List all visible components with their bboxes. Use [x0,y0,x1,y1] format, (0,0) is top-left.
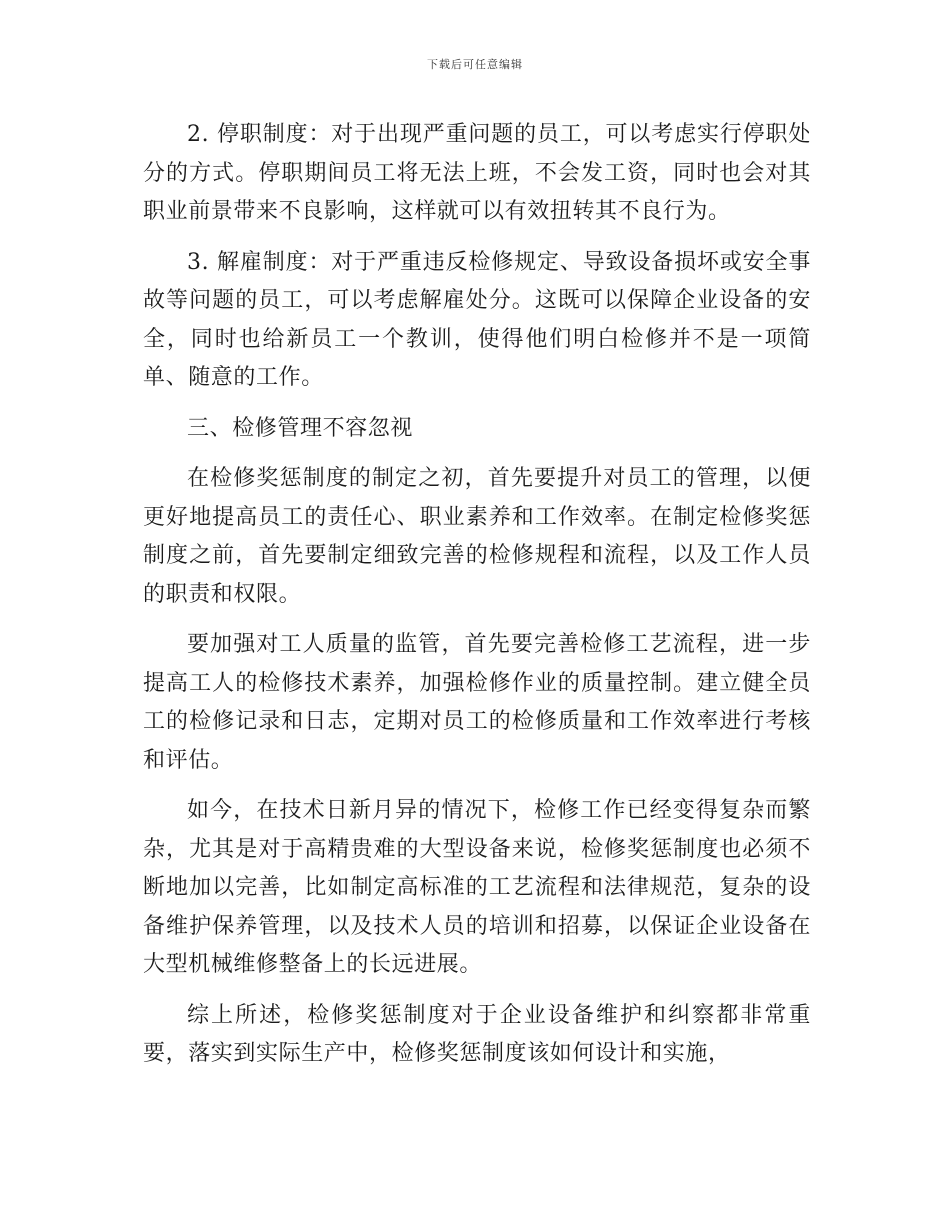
paragraph-quality-supervision: 要加强对工人质量的监管，首先要完善检修工艺流程，进一步提高工人的检修技术素养，加强检修作业的质量控制。建立健全员工的检修记录和日志，定期对员工的检修质量和工作效率进行考核和评估。 [143,632,811,773]
section-heading-maintenance-management: 三、检修管理不容忽视 [187,415,414,441]
paragraph-initial-management: 在检修奖惩制度的制定之初，首先要提升对员工的管理，以便更好地提高员工的责任心、职业素养和工作效率。在制定检修奖惩制度之前，首先要制定细致完善的检修规程和流程，以及工作人员的职责和权限。 [143,466,811,607]
document-body [143,116,811,1086]
paragraph-dismissal-policy: 3. 解雇制度：对于严重违反检修规定、导致设备损坏或安全事故等问题的员工，可以考虑解雇处分。这既可以保障企业设备的安全，同时也给新员工一个教训，使得他们明白检修并不是一项简单、随意的工作。 [143,249,811,390]
paragraph-suspension-policy: 2. 停职制度：对于出现严重问题的员工，可以考虑实行停职处分的方式。停职期间员工将无法上班，不会发工资，同时也会对其职业前景带来不良影响，这样就可以有效扭转其不良行为。 [143,122,811,224]
paragraph-technology-development: 如今，在技术日新月异的情况下，检修工作已经变得复杂而繁杂，尤其是对于高精贵难的大型设备来说，检修奖惩制度也必须不断地加以完善，比如制定高标准的工艺流程和法律规范，复杂的设备维护保养管理，以及技术人员的培训和招募，以保证企业设备在大型机械维修整备上的长远进展。 [143,798,811,977]
page-header: 下载后可任意编辑 [427,58,523,71]
paragraph-conclusion: 综上所述，检修奖惩制度对于企业设备维护和纠察都非常重要，落实到实际生产中，检修奖惩制度该如何设计和实施， [143,1002,811,1066]
